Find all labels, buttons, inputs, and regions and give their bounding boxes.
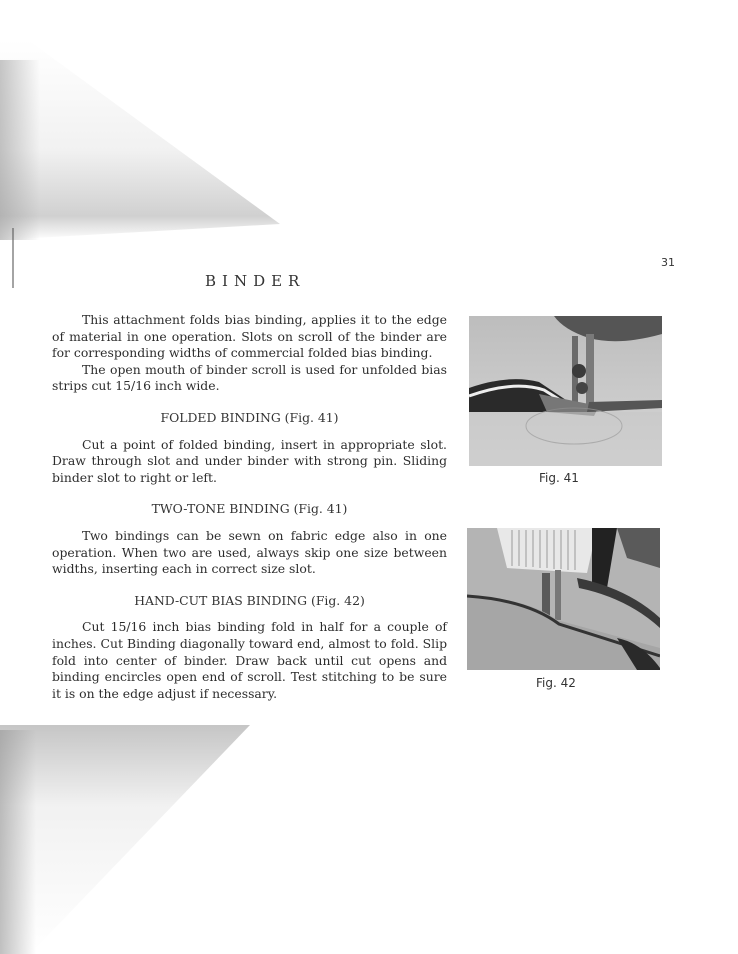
figure-42-caption: Fig. 42 <box>536 676 576 690</box>
page-title: BINDER <box>205 272 306 290</box>
figure-42-photo <box>467 528 660 670</box>
scan-shadow-bottom <box>0 725 250 954</box>
section-heading-two-tone-binding: TWO-TONE BINDING (Fig. 41) <box>151 501 348 517</box>
section-text-two-tone-binding: Two bindings can be sewn on fabric edge also in one operation. When two are used, always skip one size between widths, inserting each in correct size slot. <box>52 527 447 577</box>
section-text-folded-binding: Cut a point of folded binding, insert in appropriate slot. Draw through slot and under binder with strong pin. Sliding binder slot to right or left. <box>52 436 447 485</box>
intro-paragraph-1: This attachment folds bias binding, applies it to the edge of material in one operation. Slots on scroll of the binder are for corresponding widths of commercial folded bias binding. <box>52 312 447 361</box>
scan-shadow-left-top <box>0 60 40 240</box>
figure-41-photo <box>469 316 662 466</box>
page-number: 31 <box>661 256 675 269</box>
scan-shadow-left-bottom <box>0 730 36 954</box>
scan-shadow-top <box>0 40 280 240</box>
section-heading-hand-cut-bias-binding: HAND-CUT BIAS BINDING (Fig. 42) <box>134 592 365 608</box>
section-heading-folded-binding: FOLDED BINDING (Fig. 41) <box>160 409 339 425</box>
intro-paragraph-2: The open mouth of binder scroll is used for unfolded bias strips cut 15/16 inch wide. <box>52 361 447 394</box>
scan-edge-line <box>12 228 14 288</box>
figure-41-caption: Fig. 41 <box>539 471 579 485</box>
body-text <box>52 312 447 702</box>
section-text-hand-cut-bias-binding: Cut 15/16 inch bias binding fold in half for a couple of inches. Cut Binding diagonally toward end, almost to fold. Slip fold into center of binder. Draw back until cut opens and binding encircles open end of scroll. Test stitching to be sure it is on the edge adjust if necessary. <box>52 619 447 701</box>
